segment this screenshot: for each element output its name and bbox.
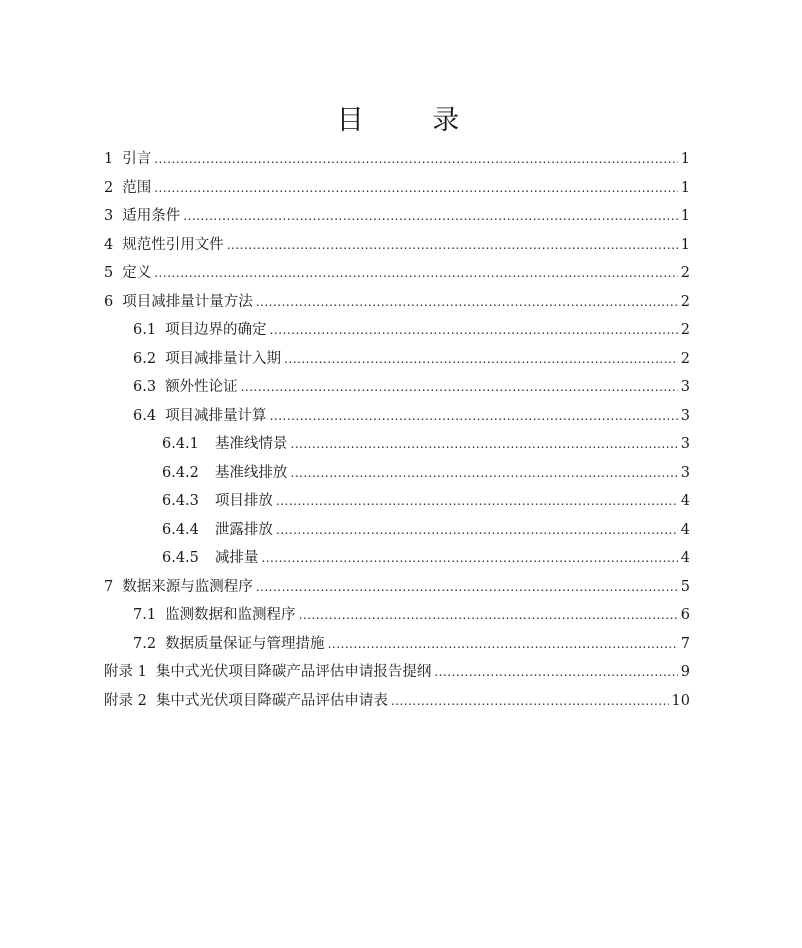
toc-entry-number: 2 bbox=[104, 179, 114, 196]
toc-entry-page-number: 5 bbox=[680, 578, 690, 595]
toc-entry[interactable] bbox=[104, 459, 690, 488]
toc-entry[interactable] bbox=[104, 601, 690, 630]
toc-entry-number: 5 bbox=[104, 265, 114, 281]
toc-entry-page-number: 4 bbox=[680, 493, 690, 509]
toc-entry-page-number: 4 bbox=[680, 521, 690, 538]
toc-entry-number: 7 bbox=[104, 578, 114, 595]
toc-entry[interactable] bbox=[104, 573, 690, 602]
toc-entry[interactable] bbox=[104, 402, 690, 431]
toc-entry-number: 6.2 bbox=[133, 350, 157, 367]
toc-entry[interactable] bbox=[104, 430, 690, 459]
dot-leader bbox=[154, 145, 678, 174]
toc-entry-page-number: 9 bbox=[680, 664, 690, 680]
toc-entry[interactable] bbox=[104, 345, 690, 374]
toc-entry-number: 7.2 bbox=[133, 635, 157, 652]
toc-entry-number: 6.3 bbox=[133, 379, 157, 395]
toc-entry[interactable] bbox=[104, 316, 690, 345]
toc-entry-label: 引言 bbox=[122, 151, 152, 167]
toc-entry-label: 数据来源与监测程序 bbox=[122, 578, 253, 595]
dot-leader bbox=[299, 601, 678, 630]
toc-entry-label: 项目边界的确定 bbox=[165, 322, 267, 338]
toc-entry[interactable] bbox=[104, 202, 690, 231]
dot-leader bbox=[270, 316, 678, 345]
toc-entry-page-number: 6 bbox=[680, 607, 690, 623]
toc-entry-page-number: 2 bbox=[680, 350, 690, 367]
toc-entry-page-number: 2 bbox=[680, 293, 690, 310]
toc-entry-page-number: 1 bbox=[680, 151, 690, 167]
toc-entry-page-number: 2 bbox=[680, 322, 690, 338]
toc-entry-label: 项目减排量计入期 bbox=[165, 350, 282, 367]
toc-entry-number: 6.4.4 bbox=[162, 521, 199, 538]
toc-entry-number: 6.4.1 bbox=[162, 436, 199, 452]
dot-leader bbox=[284, 345, 678, 374]
toc-entry-label: 减排量 bbox=[214, 550, 259, 566]
toc-entry-page-number: 1 bbox=[680, 179, 690, 196]
toc-entry-label: 项目减排量计量方法 bbox=[122, 293, 253, 310]
dot-leader bbox=[256, 573, 678, 602]
toc-entry-number: 6.1 bbox=[133, 322, 157, 338]
toc-entry[interactable] bbox=[104, 288, 690, 317]
toc-entry[interactable] bbox=[104, 174, 690, 203]
toc-entry-number: 附录 1 bbox=[104, 664, 147, 680]
dot-leader bbox=[154, 174, 678, 203]
toc-entry-page-number: 3 bbox=[680, 464, 690, 481]
toc-entry[interactable] bbox=[104, 145, 690, 174]
toc-entry-page-number: 7 bbox=[680, 635, 690, 652]
toc-entry-page-number: 10 bbox=[671, 692, 690, 709]
toc-entry-number: 3 bbox=[104, 208, 114, 224]
dot-leader bbox=[256, 288, 678, 317]
toc-title: 目 录 bbox=[336, 105, 490, 136]
toc-entry-label: 范围 bbox=[122, 179, 152, 196]
toc-entry-label: 监测数据和监测程序 bbox=[165, 607, 296, 623]
toc-entry-page-number: 2 bbox=[680, 265, 690, 281]
toc-entry-number: 6.4 bbox=[133, 407, 157, 424]
toc-entry-page-number: 3 bbox=[680, 436, 690, 452]
toc-entry[interactable] bbox=[104, 259, 690, 288]
dot-leader bbox=[261, 544, 677, 573]
toc-entry[interactable] bbox=[104, 544, 690, 573]
dot-leader bbox=[290, 430, 677, 459]
toc-entry-label: 基准线情景 bbox=[214, 436, 288, 452]
toc-entry[interactable] bbox=[104, 231, 690, 260]
toc-entry[interactable] bbox=[104, 687, 690, 716]
toc-entry-label: 项目排放 bbox=[214, 493, 273, 509]
toc-entry-page-number: 3 bbox=[680, 407, 690, 424]
toc-entry-page-number: 4 bbox=[680, 550, 690, 566]
toc-entry-number: 附录 2 bbox=[104, 692, 147, 709]
toc-entry[interactable] bbox=[104, 516, 690, 545]
dot-leader bbox=[270, 402, 678, 431]
toc-entry-label: 定义 bbox=[122, 265, 152, 281]
toc-entry[interactable] bbox=[104, 658, 690, 687]
dot-leader bbox=[154, 259, 678, 288]
toc-entry-page-number: 1 bbox=[680, 208, 690, 224]
toc-entry-number: 1 bbox=[104, 151, 114, 167]
dot-leader bbox=[290, 459, 677, 488]
dot-leader bbox=[328, 630, 678, 659]
toc-entry-label: 泄露排放 bbox=[214, 521, 273, 538]
toc-entry-label: 基准线排放 bbox=[214, 464, 288, 481]
toc-entry-number: 7.1 bbox=[133, 607, 157, 623]
dot-leader bbox=[227, 231, 678, 260]
dot-leader bbox=[183, 202, 678, 231]
toc-entry-number: 6.4.2 bbox=[162, 464, 199, 481]
table-of-contents bbox=[104, 145, 690, 715]
toc-entry-label: 规范性引用文件 bbox=[122, 236, 224, 253]
toc-entry-number: 6.4.3 bbox=[162, 493, 199, 509]
toc-entry-page-number: 3 bbox=[680, 379, 690, 395]
toc-entry-page-number: 1 bbox=[680, 236, 690, 253]
toc-entry-number: 6.4.5 bbox=[162, 550, 199, 566]
dot-leader bbox=[241, 373, 678, 402]
dot-leader bbox=[391, 687, 669, 716]
toc-entry[interactable] bbox=[104, 373, 690, 402]
toc-entry-label: 集中式光伏项目降碳产品评估申请表 bbox=[155, 692, 388, 709]
toc-entry-number: 6 bbox=[104, 293, 114, 310]
dot-leader bbox=[276, 516, 678, 545]
dot-leader bbox=[434, 658, 677, 687]
toc-entry-label: 数据质量保证与管理措施 bbox=[165, 635, 325, 652]
toc-entry-number: 4 bbox=[104, 236, 114, 253]
toc-entry-label: 集中式光伏项目降碳产品评估申请报告提纲 bbox=[155, 664, 432, 680]
toc-entry-label: 额外性论证 bbox=[165, 379, 238, 395]
toc-entry[interactable] bbox=[104, 630, 690, 659]
toc-entry[interactable] bbox=[104, 487, 690, 516]
toc-entry-label: 适用条件 bbox=[122, 208, 181, 224]
dot-leader bbox=[276, 487, 678, 516]
toc-entry-label: 项目减排量计算 bbox=[165, 407, 267, 424]
